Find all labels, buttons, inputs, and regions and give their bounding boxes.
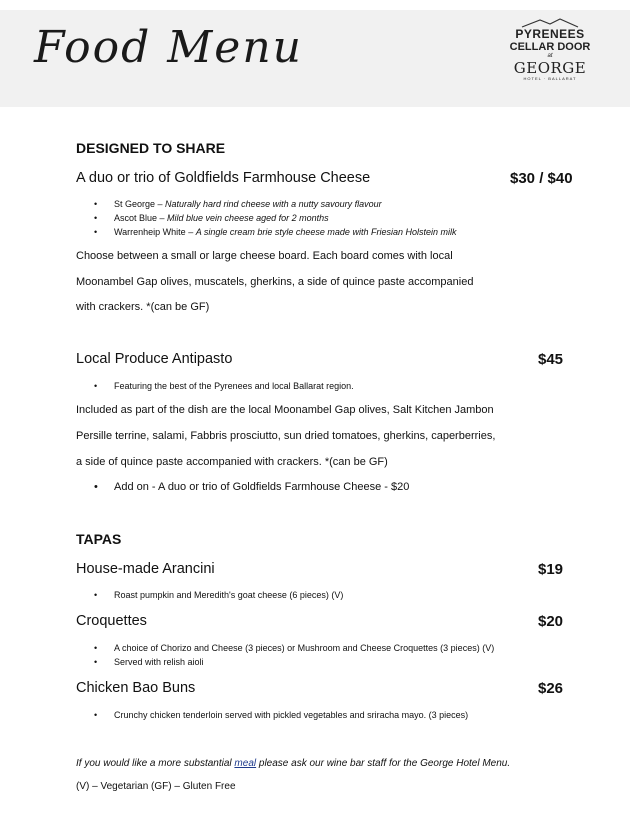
bullet-glyph: • — [94, 643, 98, 653]
description-line: Included as part of the dish are the local Moonambel Gap olives, Salt Kitchen Jambon — [76, 404, 494, 416]
menu-item-name: Local Produce Antipasto — [76, 351, 233, 367]
logo-line-4: GEORGE — [513, 59, 587, 77]
logo-line-1: PYRENEES — [515, 27, 585, 41]
addon-item: Add on - A duo or trio of Goldfields Farmhouse Cheese - $20 — [114, 481, 410, 493]
description-line: Choose between a small or large cheese board. Each board comes with local — [76, 250, 453, 262]
list-item: Ascot Blue – Mild blue vein cheese aged for 2 months — [114, 213, 329, 223]
list-item: Featuring the best of the Pyrenees and local Ballarat region. — [114, 381, 354, 391]
list-item: St George – Naturally hard rind cheese with a nutty savoury flavour — [114, 199, 382, 209]
menu-item-price: $30 / $40 — [510, 170, 573, 187]
list-item: Served with relish aioli — [114, 657, 204, 667]
bullet-glyph: • — [94, 213, 98, 223]
bullet-glyph: • — [94, 481, 98, 493]
section-heading-share: DESIGNED TO SHARE — [76, 140, 226, 156]
dietary-legend: (V) – Vegetarian (GF) – Gluten Free — [76, 781, 236, 792]
menu-item-price: $26 — [538, 680, 564, 697]
bullet-glyph: • — [94, 381, 98, 391]
menu-item-price: $20 — [538, 613, 564, 630]
menu-item-price: $45 — [538, 351, 564, 368]
description-line: a side of quince paste accompanied with crackers. *(can be GF) — [76, 456, 388, 468]
description-line: with crackers. *(can be GF) — [76, 301, 210, 313]
meal-link[interactable]: meal — [234, 758, 257, 769]
logo-line-2: CELLAR DOOR — [509, 41, 591, 53]
list-item: Warrenheip White – A single cream brie style cheese made with Friesian Holstein milk — [114, 227, 457, 237]
menu-item-name: A duo or trio of Goldfields Farmhouse Cheese — [76, 170, 371, 186]
list-item: Roast pumpkin and Meredith's goat cheese (6 pieces) (V) — [114, 590, 344, 600]
bullet-glyph: • — [94, 227, 98, 237]
bullet-glyph: • — [94, 657, 98, 667]
logo-line-3: at — [547, 53, 553, 59]
list-item: A choice of Chorizo and Cheese (3 pieces) or Mushroom and Cheese Croquettes (3 pieces) (V) — [114, 643, 495, 653]
menu-item-name: Chicken Bao Buns — [76, 680, 196, 696]
bullet-glyph: • — [94, 199, 98, 209]
description-line: Moonambel Gap olives, muscatels, gherkins, a side of quince paste accompanied — [76, 276, 474, 288]
menu-item-name: Croquettes — [76, 613, 147, 629]
menu-item-name: House-made Arancini — [76, 561, 215, 577]
section-heading-tapas: TAPAS — [76, 531, 122, 547]
list-item: Crunchy chicken tenderloin served with pickled vegetables and sriracha mayo. (3 pieces) — [114, 710, 469, 720]
menu-item-price: $19 — [538, 561, 564, 578]
logo-line-5: HOTEL · BALLARAT — [523, 76, 577, 81]
footer-note: If you would like a more substantial meal please ask our wine bar staff for the George Hotel Menu. — [76, 758, 511, 769]
description-line: Persille terrine, salami, Fabbris prosciutto, sun dried tomatoes, gherkins, caperberries, — [76, 430, 496, 442]
page-title: Food Menu — [34, 22, 304, 73]
bullet-glyph: • — [94, 710, 98, 720]
brand-logo — [508, 18, 592, 81]
bullet-glyph: • — [94, 590, 98, 600]
